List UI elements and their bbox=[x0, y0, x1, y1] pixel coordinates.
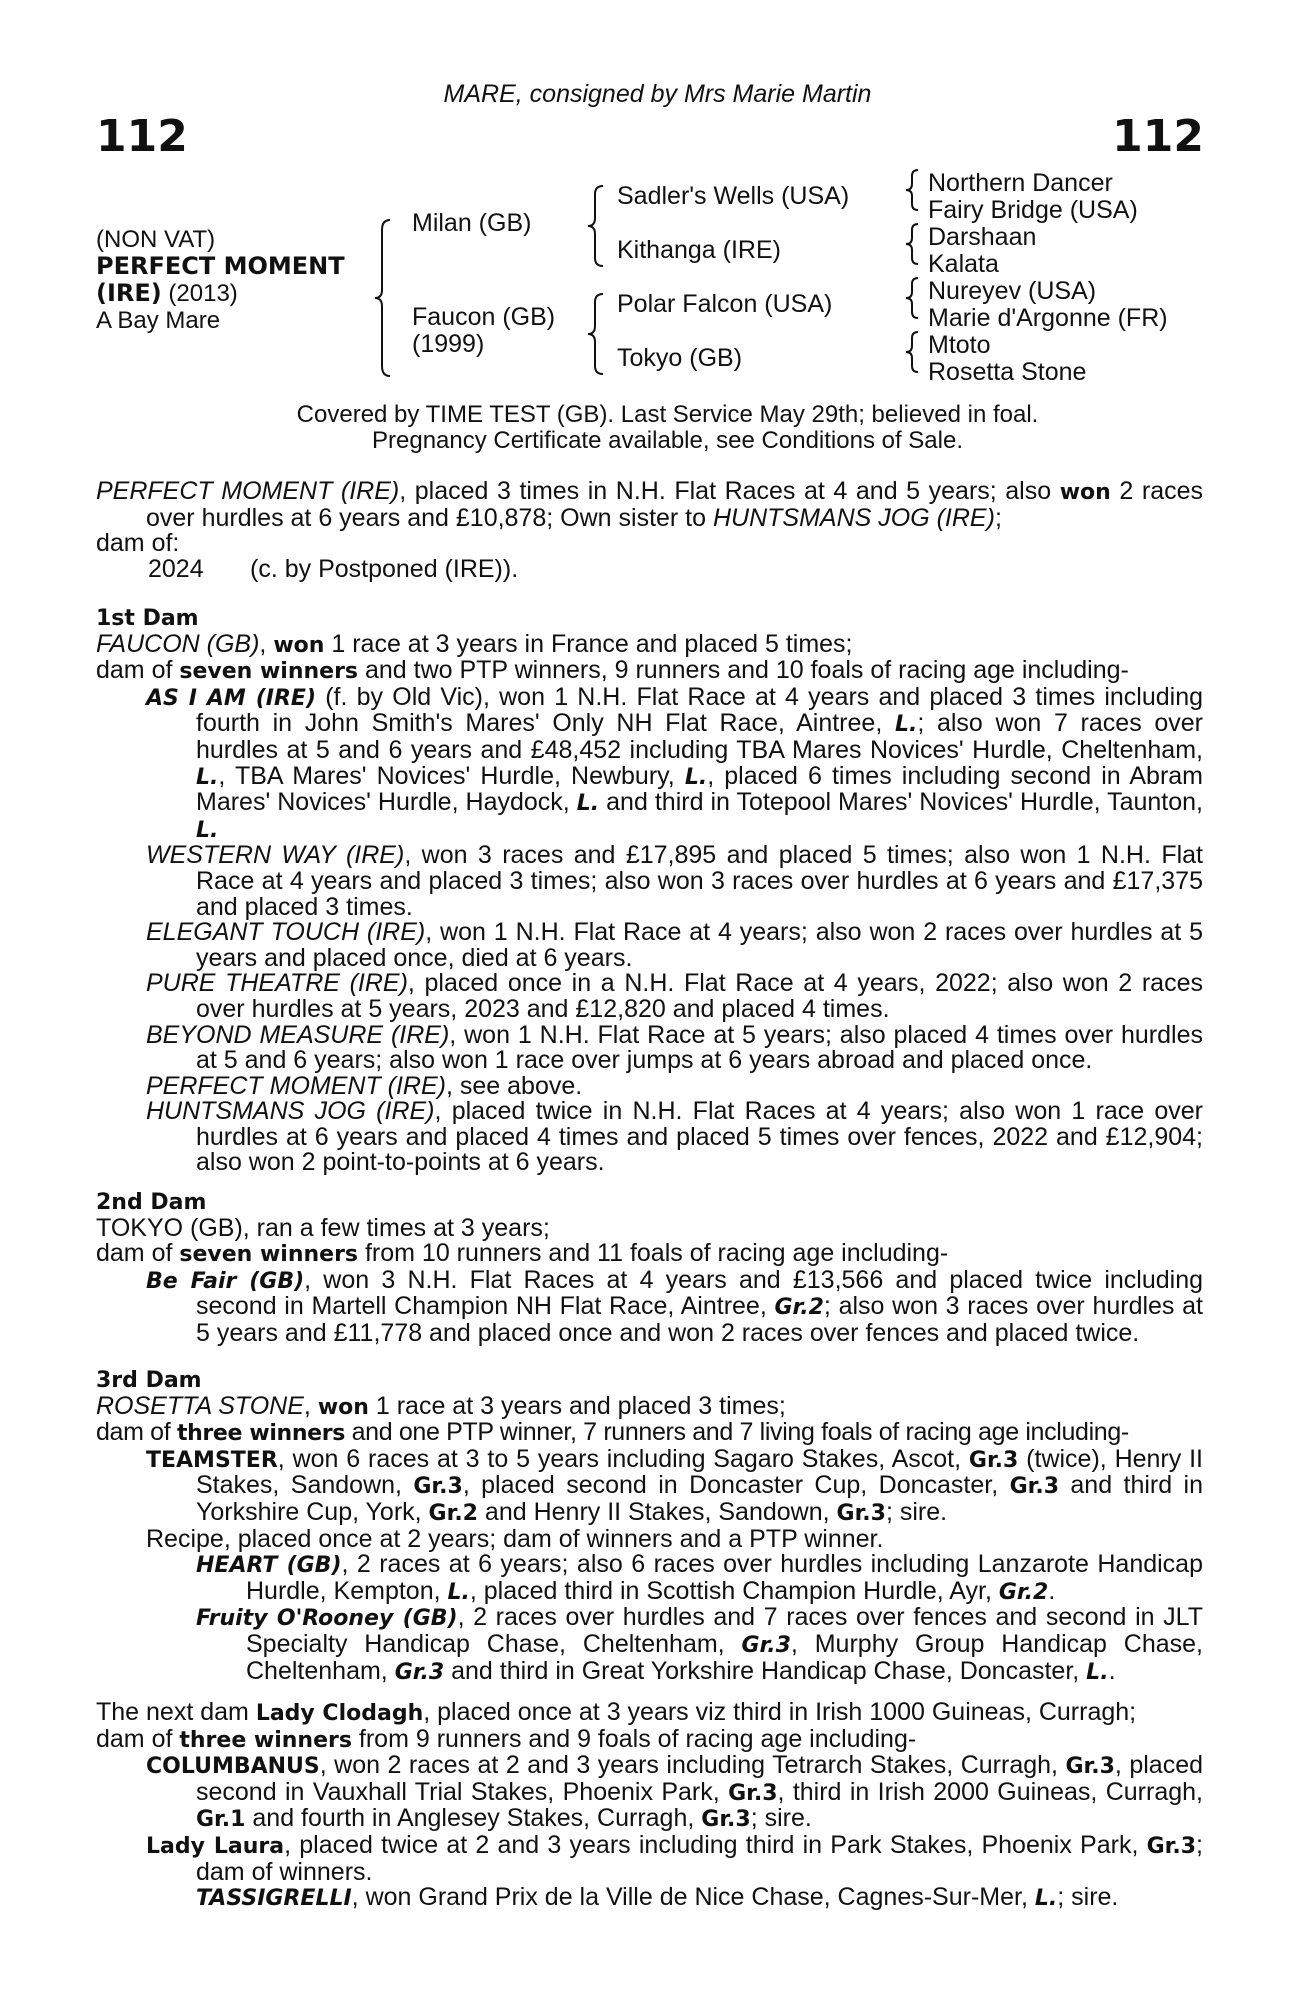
entry-text: , won 3 N.H. Flat Races at 4 years and £13,566 and placed twice including second in Martell Champion NH Flat Race, Aintree, bbox=[196, 1265, 1203, 1321]
entry-text: and third in Totepool Mares' Novices' Hurdle, Taunton, bbox=[599, 788, 1204, 817]
next-dam-pre: The next dam bbox=[96, 1698, 256, 1726]
entry-text: , won Grand Prix de la Ville de Nice Chase, Cagnes-Sur-Mer, bbox=[351, 1883, 1035, 1912]
entry-horse-name: Be Fair (GB) bbox=[146, 1268, 305, 1294]
entry-text: ; sire. bbox=[885, 1497, 948, 1526]
intro-text-2: 2 races over hurdles at 6 years and £10,878; Own sister to bbox=[146, 477, 1203, 532]
entry-text: , 2 races over hurdles and 7 races over fences and second in JLT Specialty Handicap Chase, Cheltenham, bbox=[246, 1603, 1203, 1658]
group-mark: Gr.3 bbox=[1146, 1833, 1197, 1859]
entry-horse-name: TEAMSTER bbox=[146, 1447, 278, 1473]
intro-section bbox=[96, 479, 1203, 582]
third-dam-produce-line bbox=[96, 1420, 1203, 1447]
pedigree-dam-name: Faucon (GB) bbox=[412, 303, 556, 331]
horse-block bbox=[96, 226, 345, 334]
pedigree-brace-dam bbox=[586, 292, 606, 376]
entry-horse-name: PURE THEATRE (IRE) bbox=[146, 969, 408, 998]
intro-paragraph bbox=[96, 479, 1203, 531]
third-dam-entry-fruity bbox=[196, 1605, 1203, 1685]
next-dam-entry-columbanus bbox=[146, 1753, 1203, 1833]
second-dam-section bbox=[96, 1190, 1203, 1347]
entry-text: ; dam of winners. bbox=[196, 1830, 1203, 1886]
listed-mark: L. bbox=[576, 791, 600, 817]
first-dam-heading: 1st Dam bbox=[96, 606, 199, 631]
entry-horse-name: Fruity O'Rooney (GB) bbox=[196, 1606, 458, 1632]
third-dam-won: won bbox=[317, 1394, 369, 1420]
second-dam-produce-line bbox=[96, 1241, 1203, 1268]
entry-text: and third in Yorkshire Cup, York, bbox=[196, 1471, 1203, 1526]
entry-horse-name: Lady Laura bbox=[146, 1833, 285, 1859]
entry-text: , TBA Mares' Novices' Hurdle, Newbury, bbox=[218, 761, 685, 790]
pedigree-dam-sire: Polar Falcon (USA) bbox=[617, 290, 833, 318]
next-dam-name: Lady Clodagh bbox=[255, 1701, 424, 1726]
next-dam-dam-pre: dam of bbox=[96, 1724, 180, 1753]
listed-mark: L. bbox=[196, 817, 219, 843]
pedigree-brace-sd bbox=[904, 222, 920, 266]
next-dam-section bbox=[96, 1700, 1203, 1912]
entry-text: , placed second in Vauxhall Trial Stakes, Phoenix Park, bbox=[196, 1751, 1203, 1806]
covered-line-2: Pregnancy Certificate available, see Conditions of Sale. bbox=[372, 426, 963, 454]
group-mark: Gr.2 bbox=[428, 1500, 478, 1526]
group-mark: Gr.3 bbox=[728, 1780, 778, 1806]
pedigree-gen3-3: Darshaan bbox=[928, 223, 1037, 251]
group-mark: Gr.3 bbox=[968, 1447, 1019, 1473]
next-dam-entry-lady-laura bbox=[146, 1830, 1203, 1886]
group-mark: Gr.3 bbox=[1009, 1474, 1059, 1500]
group-mark: Gr.3 bbox=[836, 1500, 886, 1526]
entry-horse-name: BEYOND MEASURE (IRE) bbox=[146, 1020, 450, 1049]
entry-text: , placed once in a N.H. Flat Race at 4 years, 2022; also won 2 races over hurdles at 5 years, 2023 and £12,820 and placed 4 times. bbox=[196, 969, 1203, 1023]
second-dam-heading: 2nd Dam bbox=[96, 1190, 207, 1215]
pedigree-gen3-8: Rosetta Stone bbox=[928, 358, 1087, 386]
third-dam-heading: 3rd Dam bbox=[96, 1368, 202, 1393]
next-dam-produce-line bbox=[96, 1724, 1203, 1754]
produce-desc: (c. by Postponed (IRE)). bbox=[250, 554, 519, 583]
entry-horse-name: WESTERN WAY (IRE) bbox=[146, 841, 405, 870]
listed-mark: L. bbox=[196, 764, 219, 790]
entry-horse-name: PERFECT MOMENT (IRE) bbox=[146, 1071, 446, 1100]
first-dam-text-1: , bbox=[259, 629, 274, 658]
produce-year: 2024 bbox=[148, 554, 204, 583]
entry-text: ; also won 3 races over hurdles at 5 years and £11,778 and placed once and won 2 races over fences and placed twice. bbox=[196, 1292, 1203, 1347]
next-dam-post: , placed once at 3 years viz third in Irish 1000 Guineas, Curragh; bbox=[423, 1698, 1137, 1726]
next-dam-entry-tassigrelli bbox=[196, 1885, 1203, 1912]
entry-text: and fourth in Anglesey Stakes, Curragh, bbox=[245, 1804, 702, 1833]
entry-text: , placed 6 times including second in Abram Mares' Novices' Hurdle, Haydock, bbox=[196, 761, 1203, 817]
entry-text: , placed twice at 2 and 3 years including third in Park Stakes, Phoenix Park, bbox=[284, 1830, 1147, 1859]
third-dam-winners: three winners bbox=[176, 1421, 345, 1447]
entry-text: and Henry II Stakes, Sandown, bbox=[477, 1497, 837, 1526]
pedigree-sire-sire: Sadler's Wells (USA) bbox=[617, 182, 850, 210]
entry-text: , won 1 N.H. Flat Race at 4 years; also won 2 races over hurdles at 5 years and placed once, died at 6 years. bbox=[196, 918, 1204, 972]
second-dam-entry-1 bbox=[146, 1265, 1203, 1347]
pedigree-dam-dam: Tokyo (GB) bbox=[617, 344, 743, 372]
listed-mark: L. bbox=[1034, 1886, 1058, 1912]
horse-year: (2013) bbox=[161, 280, 238, 307]
second-dam-line: TOKYO (GB), ran a few times at 3 years; bbox=[96, 1213, 550, 1242]
intro-dam-of: dam of: bbox=[96, 529, 180, 558]
next-dam-line bbox=[96, 1700, 1203, 1727]
first-dam-entry-1 bbox=[146, 682, 1204, 844]
group-mark: Gr.2 bbox=[774, 1295, 824, 1321]
entry-text: , third in Irish 2000 Guineas, Curragh, bbox=[777, 1777, 1203, 1806]
next-dam-dam-post: from 9 runners and 9 foals of racing age including- bbox=[351, 1724, 917, 1753]
horse-name: PERFECT MOMENT bbox=[96, 252, 345, 280]
entry-text: , placed twice in N.H. Flat Races at 4 years; also won 1 race over hurdles at 6 years and placed 4 times and placed 5 times over fences, 2022 and £12,904; also won 2 point-to-points at 6 years. bbox=[196, 1097, 1203, 1177]
entry-horse-name: COLUMBANUS bbox=[146, 1754, 320, 1780]
intro-text-1: , placed 3 times in N.H. Flat Races at 4 and 5 years; also bbox=[399, 477, 1060, 505]
horse-description: A Bay Mare bbox=[96, 307, 221, 334]
entry-text: . bbox=[1048, 1576, 1056, 1605]
pedigree-gen3-5: Nureyev (USA) bbox=[928, 277, 1097, 305]
entry-text: and third in Great Yorkshire Handicap Chase, Doncaster, bbox=[444, 1656, 1087, 1685]
entry-text: , placed second in Doncaster Cup, Doncaster, bbox=[462, 1471, 1010, 1500]
entry-horse-name: HEART (GB) bbox=[196, 1553, 342, 1579]
third-dam-section bbox=[96, 1368, 1203, 1685]
next-dam-winners: three winners bbox=[179, 1727, 352, 1753]
entry-text: , Murphy Group Handicap Chase, Cheltenham, bbox=[246, 1629, 1203, 1685]
third-dam-dam-pre: dam of bbox=[96, 1418, 177, 1447]
group-mark: Gr.1 bbox=[196, 1807, 246, 1833]
first-dam-winners: seven winners bbox=[179, 659, 359, 685]
entry-text: ; sire. bbox=[1057, 1883, 1119, 1912]
listed-mark: L. bbox=[447, 1579, 470, 1605]
third-dam-line bbox=[96, 1391, 1203, 1421]
first-dam-name: FAUCON (GB) bbox=[96, 629, 260, 658]
first-dam-won: won bbox=[273, 632, 325, 658]
third-dam-text-1: , bbox=[303, 1391, 318, 1420]
horse-suffix: (IRE) bbox=[96, 279, 162, 307]
pedigree-brace-sire bbox=[586, 184, 606, 268]
third-dam-dam-post: and one PTP winner, 7 runners and 7 living foals of racing age including- bbox=[344, 1418, 1129, 1447]
intro-sister-name: HUNTSMANS JOG (IRE) bbox=[712, 503, 995, 532]
entry-text: . bbox=[1108, 1656, 1116, 1685]
entry-text: (f. by Old Vic), won 1 N.H. Flat Race at 4 years and placed 3 times including fourth in John Smith's Mares' Only NH Flat Race, Aintree, bbox=[196, 682, 1203, 738]
intro-text-3: ; bbox=[994, 503, 1002, 532]
first-dam-entry-7 bbox=[146, 1099, 1203, 1176]
covered-note bbox=[0, 402, 1315, 453]
third-dam-entry-teamster bbox=[146, 1444, 1203, 1527]
lot-number-left: 112 bbox=[96, 111, 188, 162]
entry-text: , won 6 races at 3 to 5 years including Sagaro Stakes, Ascot, bbox=[277, 1444, 969, 1473]
pedigree-gen3-4: Kalata bbox=[928, 250, 999, 278]
pedigree-brace-ds bbox=[904, 276, 920, 320]
group-mark: Gr.3 bbox=[1065, 1754, 1115, 1780]
entry-text: , won 3 races and £17,895 and placed 5 times; also won 1 N.H. Flat Race at 4 years and placed 3 times; also won 3 races over hurdles at 6 years and £17,375 and placed 3 times. bbox=[196, 841, 1204, 921]
group-mark: Gr.3 bbox=[413, 1474, 463, 1500]
pedigree-brace-main bbox=[373, 218, 393, 378]
entry-horse-name: AS I AM (IRE) bbox=[146, 685, 317, 711]
covered-line-1: Covered by TIME TEST (GB). Last Service May 29th; believed in foal. bbox=[296, 401, 1039, 428]
vat-status: (NON VAT) bbox=[96, 226, 216, 253]
pedigree-gen3-1: Northern Dancer bbox=[928, 169, 1113, 197]
lot-number-right: 112 bbox=[1112, 111, 1204, 162]
consignor-line: MARE, consigned by Mrs Marie Martin bbox=[443, 80, 872, 108]
first-dam-entry-6 bbox=[146, 1071, 1203, 1100]
first-dam-entry-3 bbox=[146, 920, 1203, 971]
first-dam-dam-post: and two PTP winners, 9 runners and 10 foals of racing age including- bbox=[358, 656, 1129, 685]
entry-text: , won 1 N.H. Flat Race at 5 years; also placed 4 times over hurdles at 5 and 6 years; also won 1 race over jumps at 6 years abroad and placed once. bbox=[196, 1020, 1203, 1075]
third-dam-entry-heart bbox=[196, 1552, 1203, 1605]
pedigree-sire-dam: Kithanga (IRE) bbox=[617, 236, 781, 264]
entry-horse-name: ELEGANT TOUCH (IRE) bbox=[146, 918, 426, 947]
first-dam-produce-line bbox=[96, 658, 1203, 685]
entry-text: (twice), Henry II Stakes, Sandown, bbox=[196, 1444, 1203, 1500]
first-dam-dam-pre: dam of bbox=[96, 656, 180, 685]
listed-mark: L. bbox=[1086, 1659, 1109, 1685]
first-dam-text-2: 1 race at 3 years in France and placed 5 times; bbox=[324, 629, 853, 658]
first-dam-entry-2 bbox=[146, 843, 1203, 920]
produce-row bbox=[96, 554, 1203, 583]
pedigree-gen3-2: Fairy Bridge (USA) bbox=[928, 196, 1138, 224]
listed-mark: L. bbox=[684, 764, 708, 790]
pedigree-gen3-6: Marie d'Argonne (FR) bbox=[928, 304, 1168, 332]
pedigree-gen3-7: Mtoto bbox=[928, 331, 991, 359]
group-mark: Gr.3 bbox=[741, 1632, 791, 1658]
entry-text: , see above. bbox=[446, 1071, 583, 1100]
entry-horse-name: TASSIGRELLI bbox=[196, 1886, 352, 1912]
group-mark: Gr.2 bbox=[998, 1579, 1049, 1605]
group-mark: Gr.3 bbox=[701, 1807, 751, 1833]
third-dam-name: ROSETTA STONE bbox=[96, 1391, 304, 1420]
entry-text: , placed third in Scottish Champion Hurdle, Ayr, bbox=[469, 1576, 999, 1605]
listed-mark: L. bbox=[894, 712, 918, 738]
entry-text: , 2 races at 6 years; also 6 races over hurdles including Lanzarote Handicap Hurdle, Kempton, bbox=[246, 1550, 1203, 1605]
second-dam-winners: seven winners bbox=[179, 1242, 359, 1268]
pedigree-sire: Milan (GB) bbox=[412, 209, 532, 237]
first-dam-line bbox=[96, 629, 1203, 659]
second-dam-dam-pre: dam of bbox=[96, 1239, 180, 1268]
entry-text: ; also won 7 races over hurdles at 5 and 6 years and £48,452 including TBA Mares Novices' Hurdle, Cheltenham, bbox=[196, 709, 1203, 764]
pedigree-brace-ss bbox=[904, 168, 920, 212]
pedigree-brace-dd bbox=[904, 330, 920, 374]
entry-horse-name: HUNTSMANS JOG (IRE) bbox=[146, 1097, 435, 1126]
pedigree-dam bbox=[412, 304, 555, 358]
intro-horse-name: PERFECT MOMENT (IRE) bbox=[96, 477, 400, 505]
entry-text: ; sire. bbox=[750, 1804, 812, 1833]
intro-won: won bbox=[1059, 480, 1111, 505]
second-dam-dam-post: from 10 runners and 11 foals of racing age including- bbox=[358, 1239, 949, 1268]
third-dam-entry-recipe: Recipe, placed once at 2 years; dam of winners and a PTP winner. bbox=[146, 1524, 884, 1553]
third-dam-text-2: 1 race at 3 years and placed 3 times; bbox=[368, 1391, 786, 1420]
first-dam-entry-4 bbox=[146, 971, 1203, 1022]
pedigree-dam-year: (1999) bbox=[412, 330, 485, 358]
first-dam-section bbox=[96, 606, 1203, 1176]
entry-text: , won 2 races at 2 and 3 years including Tetrarch Stakes, Curragh, bbox=[319, 1751, 1066, 1780]
first-dam-entry-5 bbox=[146, 1020, 1203, 1075]
group-mark: Gr.3 bbox=[394, 1659, 445, 1685]
